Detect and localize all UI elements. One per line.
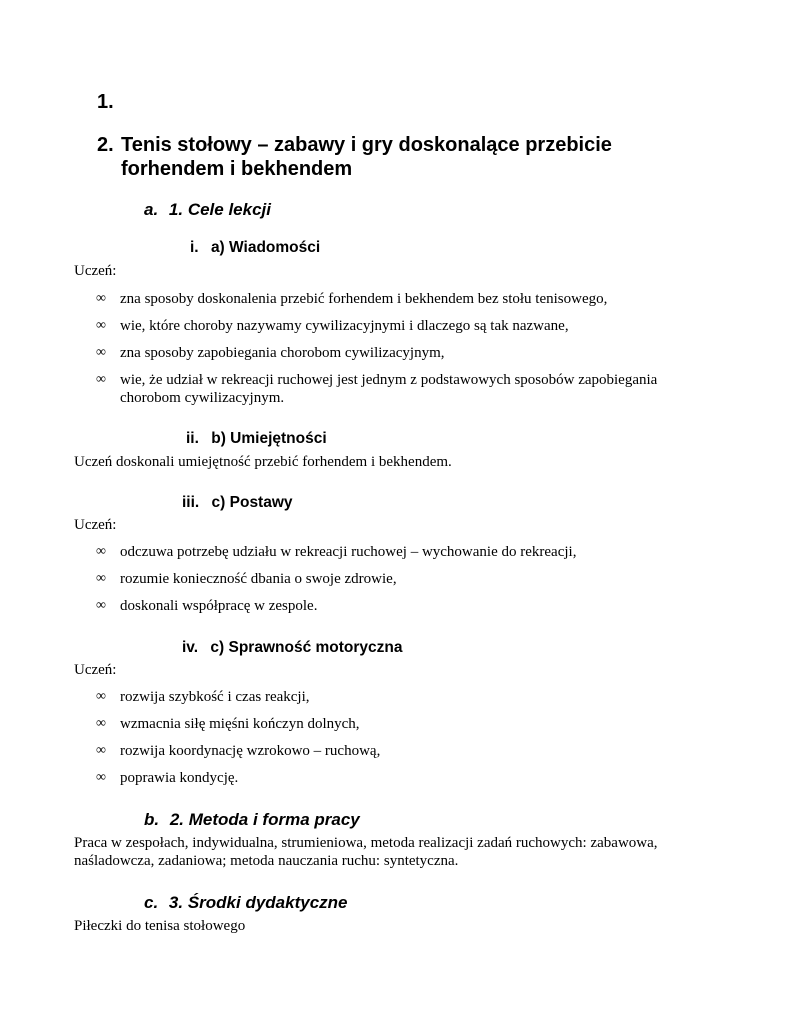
section-srodki-title: 3. Środki dydaktyczne [168, 893, 348, 912]
subsection-sprawnosc-title: c) Sprawność motoryczna [210, 639, 403, 656]
section-srodki-number: c. [144, 893, 159, 912]
list-item: wie, które choroby nazywamy cywilizacyjnymi i dlaczego są tak nazwane, [120, 318, 569, 334]
bullet-icon: ∞ [96, 544, 106, 559]
bullet-icon: ∞ [96, 598, 106, 613]
section-cele-heading [144, 200, 271, 220]
bullet-icon: ∞ [96, 571, 106, 586]
list-item: zna sposoby doskonalenia przebić forhendem i bekhendem bez stołu tenisowego, [120, 291, 608, 307]
bullet-icon: ∞ [96, 372, 106, 387]
section-metoda-heading [144, 810, 360, 830]
metoda-text-line1: Praca w zespołach, indywidualna, strumieniowa, metoda realizacji zadań ruchowych: zabawowa, [74, 835, 658, 851]
subsection-sprawnosc-heading [182, 639, 402, 657]
wiadomosci-intro: Uczeń: [74, 263, 117, 279]
srodki-text: Piłeczki do tenisa stołowego [74, 918, 246, 934]
section-metoda-number: b. [144, 810, 160, 829]
sprawnosc-intro: Uczeń: [74, 662, 117, 678]
list-item: rozwija koordynację wzrokowo – ruchową, [120, 743, 381, 759]
heading-1 [97, 90, 114, 114]
list-item-continuation: chorobom cywilizacyjnym. [120, 390, 285, 406]
section-srodki-heading [144, 893, 348, 913]
subsection-umiejetnosci-title: b) Umiejętności [211, 430, 327, 447]
list-item: wzmacnia siłę mięśni kończyn dolnych, [120, 716, 360, 732]
list-item: rozumie konieczność dbania o swoje zdrowie, [120, 571, 397, 587]
list-item: wie, że udział w rekreacji ruchowej jest jednym z podstawowych sposobów zapobiegania [120, 372, 658, 388]
subsection-postawy-title: c) Postawy [211, 494, 293, 511]
bullet-icon: ∞ [96, 689, 106, 704]
list-item: doskonali współpracę w zespole. [120, 598, 318, 614]
metoda-text-line2: naśladowcza, zadaniowa; metoda nauczania ruchu: syntetyczna. [74, 853, 459, 869]
list-item: odczuwa potrzebę udziału w rekreacji ruchowej – wychowanie do rekreacji, [120, 544, 577, 560]
heading-1-number: 1. [97, 91, 114, 113]
subsection-postawy-heading [182, 494, 293, 512]
heading-2-number: 2. [97, 134, 114, 156]
subsection-umiejetnosci-number: ii. [186, 430, 199, 447]
section-cele-title: 1. Cele lekcji [168, 200, 271, 219]
bullet-icon: ∞ [96, 291, 106, 306]
heading-2-title-line1: Tenis stołowy – zabawy i gry doskonalące przebicie [121, 134, 612, 156]
bullet-icon: ∞ [96, 345, 106, 360]
bullet-icon: ∞ [96, 318, 106, 333]
bullet-icon: ∞ [96, 716, 106, 731]
subsection-umiejetnosci-heading [186, 430, 327, 448]
subsection-wiadomosci-number: i. [190, 239, 199, 256]
list-item: poprawia kondycję. [120, 770, 239, 786]
postawy-intro: Uczeń: [74, 517, 117, 533]
bullet-icon: ∞ [96, 770, 106, 785]
subsection-sprawnosc-number: iv. [182, 639, 199, 656]
subsection-postawy-number: iii. [182, 494, 200, 511]
subsection-wiadomosci-title: a) Wiadomości [210, 239, 321, 256]
heading-2-title-line2: forhendem i bekhendem [121, 158, 353, 180]
list-item: zna sposoby zapobiegania chorobom cywilizacyjnym, [120, 345, 445, 361]
section-cele-number: a. [144, 200, 159, 219]
umiejetnosci-text: Uczeń doskonali umiejętność przebić forhendem i bekhendem. [74, 454, 452, 470]
section-metoda-title: 2. Metoda i forma pracy [169, 810, 360, 829]
subsection-wiadomosci-heading [190, 239, 320, 257]
list-item: rozwija szybkość i czas reakcji, [120, 689, 310, 705]
bullet-icon: ∞ [96, 743, 106, 758]
